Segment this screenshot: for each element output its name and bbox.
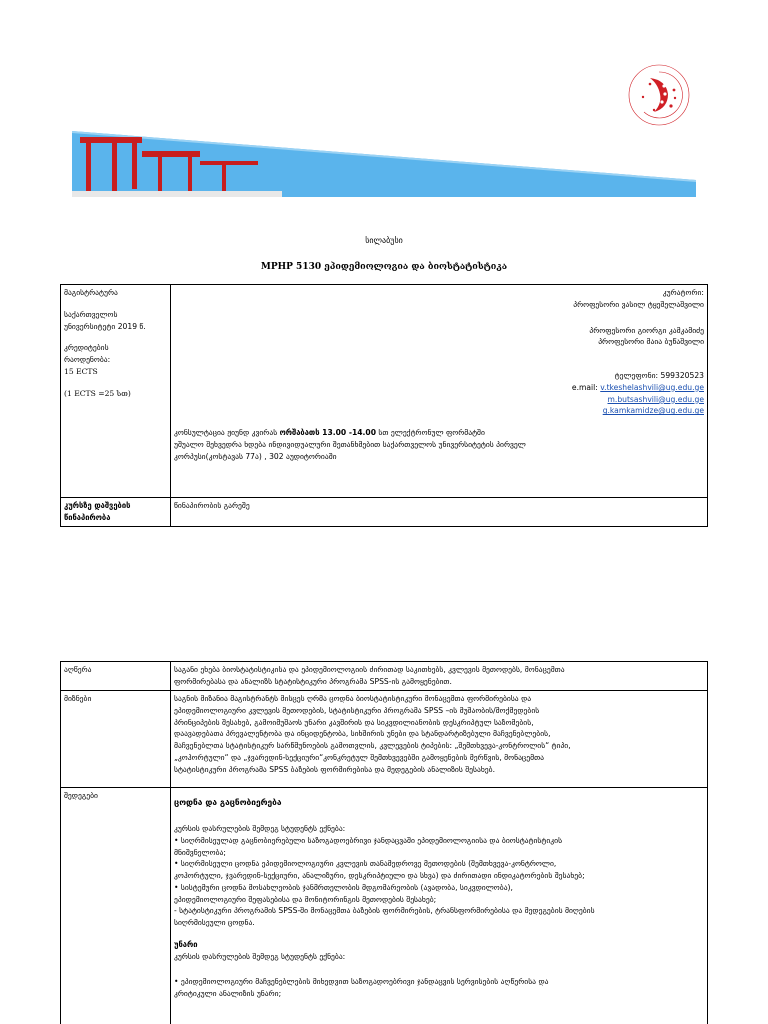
university-name-line2: უნივერსიტეტი 2019 წ.: [64, 321, 146, 331]
result-bullet: • სიღრმისეული ცოდნა ეპიდემიოლოგიური კვლევის თანამედროვე მეთოდების (შემთხვევა-კონტროლი,: [174, 859, 557, 869]
skill-bullet: კრიტიკული ანალიზის უნარი;: [174, 989, 282, 999]
goals-line: „კოჰორტული“ და „ჯვარედინ-სექციური“კონკრეტულ შემთხვევებში გამოყენების მერწვის, მონაცემთა: [174, 752, 545, 762]
header-banner: [72, 131, 696, 197]
credits-label-line2: რაოდენობა:: [64, 355, 111, 365]
annotation-cell: [171, 662, 708, 691]
university-logo: [628, 64, 690, 126]
results-cell: [171, 788, 708, 1024]
prerequisite-label: კურსზე დაშვების წინაპირობა: [61, 498, 171, 527]
course-end-line: კურსის დასრულების შემდეგ სტუდენტს ექნება:: [174, 824, 346, 834]
result-bullet: კოჰორტული, ჯვარედინ-სექციური, ანალიზური, დესკრიპტიული და სხვა) და ძირითადი ინდიკატორების შესახებ;: [174, 871, 585, 881]
knowledge-heading: ცოდნა და გაცნობიერება: [174, 797, 282, 807]
skill-bullet: • ეპიდემიოლოგიური მაჩვენებლების მიხედვით საზოგადოებრივი ჯანდაცვის სერვისების აღწერისა და: [174, 977, 549, 987]
annotation-line-2: ფორმირებასა და ანალიზს სტატისტიკური პროგრამა SPSS-ის გამოყენებით.: [174, 676, 452, 686]
syllabus-heading: სილაბუსი: [365, 236, 403, 245]
curators-cell: [171, 285, 708, 498]
ects-note: (1 ECTS =25 სთ): [64, 388, 131, 398]
email-link-2[interactable]: m.butsashvili@ug.edu.ge: [607, 394, 704, 404]
email-row: [174, 382, 704, 394]
curator-3: პროფესორი მაია ბუწაშვილი: [598, 337, 704, 347]
email-link-1[interactable]: v.tkeshelashvili@ug.edu.ge: [600, 382, 704, 392]
skill-course-end-line: კურსის დასრულების შემდეგ სტუდენტს ექნება:: [174, 951, 346, 961]
result-bullet: • სისტემური ცოდნა მოსახლეობის ჯანმრთელობის მდგომარეობის (ავადობა, სიკვდილობა),: [174, 882, 513, 892]
consultation-line-3: კორპუსი(კოსტავას 77ა) , 302 აუდიტორიაში: [174, 451, 337, 461]
curators-label: კურატორი:: [662, 288, 704, 297]
email-label: e.mail:: [571, 382, 598, 392]
result-bullet: ეპიდემიოლოგიური შეფასებისა და მონიტორინგის მეთოდების შესახებ;: [174, 894, 437, 904]
result-bullet: მნიშვნელობა;: [174, 847, 226, 857]
phone-number: ტელეფონი: 599320523: [614, 371, 704, 381]
university-name-line1: საქართველოს: [64, 309, 118, 319]
goals-line: საგნის მიზანია მაგისტრანტს მისცეს ღრმა ცოდნა ბიოსტატისტიკური მონაცემთა ფორმირებისა და: [174, 694, 532, 703]
skill-heading: უნარი: [174, 939, 198, 949]
course-title: MPHP 5130 ეპიდემიოლოგია და ბიოსტატისტიკა: [260, 262, 508, 272]
email-link-3[interactable]: g.kamkamidze@ug.edu.ge: [602, 406, 704, 416]
consultation-line-2: უშუალო შეხვედრა ხდება ინდივიდუალური შეთანხმებით საქართველოს უნივერსიტეტის პირველ: [174, 439, 526, 449]
goals-line: ეპიდემიოლოგიური კვლევის მეთოდების, სტატისტიკური პროგრამა SPSS –ის მუშაობის/მოქმედების: [174, 705, 540, 715]
credits-label-line1: კრედიტების: [64, 343, 109, 353]
consultation-text: კონსულტაცია ჟიუნდ კვირას: [174, 428, 280, 438]
annotation-label: აღწერა: [61, 662, 171, 691]
goals-line: სტატისტიკური პროგრამა SPSS ბაზების ფორმირებისა და მედეგების ანალიზის შესახებ.: [174, 764, 495, 774]
course-info-table: [60, 284, 708, 527]
results-label: შედეგები: [61, 788, 171, 1024]
goals-cell: [171, 691, 708, 788]
curator-2: პროფესორი გიორგი კამკამიძე: [589, 325, 704, 335]
goals-line: პრინციპების შესახებ, გამოიმუშაოს უნარი კავშირის და სიკვდილიანობის დესკრიპტულ საზომების,: [174, 717, 534, 727]
result-bullet: სიღრმისეული ცოდნა.: [174, 918, 255, 928]
course-description-table: [60, 661, 708, 1024]
goals-line: მაჩვენებლთა სტატისტიკურ სარწმუნოების გამოთვლის, კვლევების ტიპების: „შემთხვევა-კონტროლის“ ტიპი,: [174, 741, 571, 751]
result-bullet: - სტატისტიკური პროგრამის SPSS-ში მონაცემთა ბაზების ფორმირების, ტრანსფორმირებისა და მედეგების მიღების: [174, 906, 595, 916]
annotation-line-1: საგანი ეხება ბიოსტატისტიკისა და ეპიდემიოლოგიის ძირითად საკითხებს, კვლევის მეთოდებს, მონაცემთა: [174, 665, 565, 674]
result-bullet: • სიღრმისეულად გაცნობიერებული საზოგადოებრივი ჯანდაცვაში ეპიდემიოლოგიისა და ბიოსტატისტიკის: [174, 835, 563, 845]
goals-line: დაავადებათა პრევალენტობა და ინციდენტობა, სიხშირის უნები და სტანდარტიზებული მაჩვენებლების,: [174, 729, 551, 739]
goals-label: მიზნები: [61, 691, 171, 788]
program-level: მაგისტრატურა: [64, 288, 118, 297]
curator-1: პროფესორი ვასილ ტყეშელაშვილი: [573, 299, 704, 309]
consultation-time: ორშაბათს 13.00 -14.00: [279, 428, 376, 438]
consultation-line-1: [174, 427, 704, 439]
credits-value: 15 ECTS: [64, 366, 98, 376]
prerequisite-value: წინაპირობის გარეშე: [171, 498, 708, 527]
consultation-format: სთ ელექტრონულ ფორმატში: [376, 428, 485, 438]
program-info-cell: [61, 285, 171, 498]
